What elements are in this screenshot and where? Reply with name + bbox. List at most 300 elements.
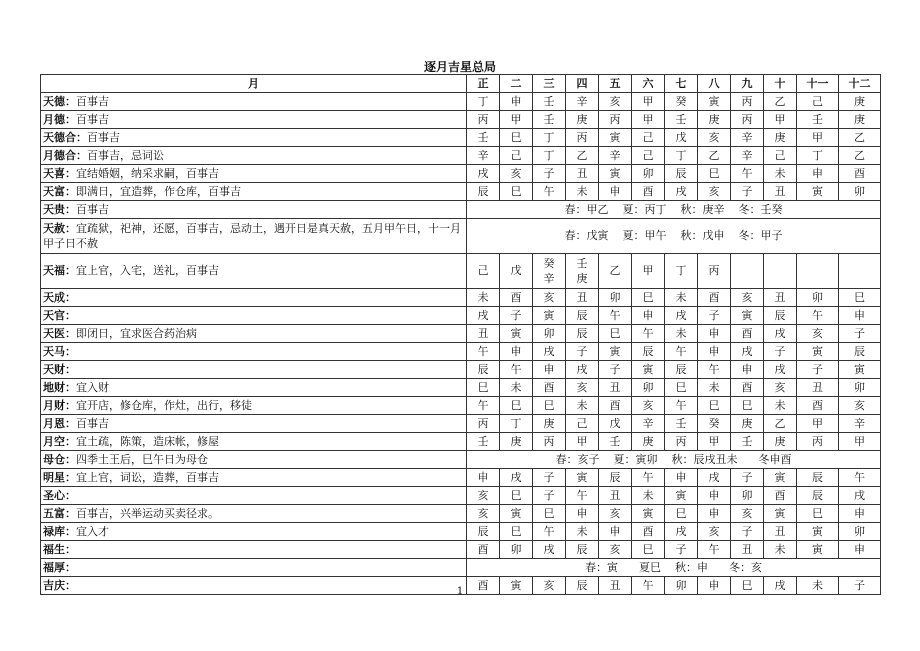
month-cell: 巳 [500, 183, 533, 201]
header-month: 三 [533, 75, 566, 93]
month-cell: 巳 [698, 165, 731, 183]
month-cell: 午 [533, 183, 566, 201]
month-cell: 午 [797, 307, 839, 325]
month-cell: 巳 [632, 289, 665, 307]
table-row [41, 254, 881, 289]
month-cell: 酉 [731, 379, 764, 397]
month-cell: 甲 [500, 111, 533, 129]
month-cell: 未 [566, 397, 599, 415]
month-cell: 丙 [731, 93, 764, 111]
month-cell: 丙 [797, 433, 839, 451]
star-name: 月德： [43, 112, 76, 126]
month-cell: 丙 [566, 129, 599, 147]
month-cell: 申 [698, 577, 731, 595]
header-row [41, 75, 881, 93]
month-cell: 酉 [839, 165, 881, 183]
month-cell: 丑 [764, 523, 797, 541]
month-cell: 辰 [632, 343, 665, 361]
table-row [41, 559, 881, 577]
month-cell: 子 [797, 361, 839, 379]
table-row [41, 451, 881, 469]
star-name-cell [41, 451, 467, 469]
month-cell: 戌 [839, 487, 881, 505]
month-cell: 酉 [764, 487, 797, 505]
star-description: 宜上官，词讼，造葬，百事吉 [76, 470, 219, 484]
star-name-cell [41, 254, 467, 289]
header-month: 十二 [839, 75, 881, 93]
month-cell: 辰 [467, 523, 500, 541]
month-cell: 辰 [797, 469, 839, 487]
month-cell: 甲 [797, 129, 839, 147]
season-cell: 春：寅 夏巳 秋：申 冬：亥 [467, 559, 881, 577]
month-cell: 申 [500, 93, 533, 111]
star-name: 天德合： [43, 130, 87, 144]
month-cell: 子 [566, 343, 599, 361]
month-cell: 亥 [632, 397, 665, 415]
month-cell [797, 254, 839, 289]
header-month: 正 [467, 75, 500, 93]
month-cell: 甲 [632, 254, 665, 289]
month-cell: 乙 [698, 147, 731, 165]
month-cell: 寅 [698, 93, 731, 111]
month-cell: 未 [797, 577, 839, 595]
month-cell: 亥 [467, 505, 500, 523]
month-cell: 寅 [797, 523, 839, 541]
page-number: 1 [456, 586, 464, 597]
month-cell: 寅 [797, 541, 839, 559]
month-cell: 寅 [731, 307, 764, 325]
month-cell: 甲 [632, 111, 665, 129]
star-name: 月恩： [43, 416, 76, 430]
month-cell: 丑 [599, 487, 632, 505]
month-cell: 乙 [566, 147, 599, 165]
month-cell: 戌 [467, 165, 500, 183]
auspicious-stars-table [40, 74, 881, 595]
month-cell: 寅 [764, 469, 797, 487]
month-cell: 丙 [533, 433, 566, 451]
table-row [41, 325, 881, 343]
month-cell: 乙 [839, 129, 881, 147]
star-name: 天马： [43, 344, 76, 358]
star-name-cell [41, 325, 467, 343]
header-month-label: 月 [41, 75, 467, 93]
month-cell: 亥 [698, 183, 731, 201]
month-cell: 甲 [764, 111, 797, 129]
star-name: 地财： [43, 380, 76, 394]
month-cell: 卯 [665, 577, 698, 595]
month-cell: 未 [467, 289, 500, 307]
header-month: 九 [731, 75, 764, 93]
month-cell: 丁 [533, 147, 566, 165]
month-cell: 申 [665, 469, 698, 487]
season-cell: 春：戊寅 夏：甲午 秋：戊申 冬：甲子 [467, 219, 881, 254]
star-description: 宜结婚姻，纳采求嗣，百事吉 [76, 166, 219, 180]
star-name-cell [41, 183, 467, 201]
month-cell: 卯 [500, 541, 533, 559]
month-cell: 申 [698, 487, 731, 505]
month-cell: 卯 [731, 487, 764, 505]
star-name: 天医： [43, 326, 76, 340]
month-cell: 丑 [467, 325, 500, 343]
month-cell: 申 [698, 505, 731, 523]
star-name: 禄库： [43, 524, 76, 538]
month-cell: 辰 [665, 165, 698, 183]
month-cell: 卯 [533, 325, 566, 343]
month-cell: 亥 [698, 129, 731, 147]
month-cell: 酉 [632, 183, 665, 201]
month-cell: 子 [731, 523, 764, 541]
month-cell: 酉 [797, 397, 839, 415]
star-description: 宜开店，修仓库，作灶，出行，移徒 [76, 398, 252, 412]
table-row [41, 219, 881, 254]
month-cell: 辰 [467, 183, 500, 201]
month-cell: 戌 [665, 523, 698, 541]
month-cell: 卯 [599, 289, 632, 307]
month-cell: 甲 [839, 433, 881, 451]
star-name: 福生： [43, 542, 76, 556]
month-cell: 辰 [599, 469, 632, 487]
month-cell: 午 [533, 523, 566, 541]
star-name-cell [41, 415, 467, 433]
month-cell: 甲 [797, 415, 839, 433]
star-name-cell [41, 219, 467, 254]
month-cell: 丑 [731, 541, 764, 559]
header-month: 四 [566, 75, 599, 93]
month-cell: 午 [467, 343, 500, 361]
month-cell: 酉 [500, 289, 533, 307]
star-name: 天富： [43, 184, 76, 198]
month-cell: 子 [731, 469, 764, 487]
month-cell: 丁 [500, 415, 533, 433]
month-cell: 丑 [797, 379, 839, 397]
month-cell: 午 [566, 487, 599, 505]
month-cell: 己 [632, 129, 665, 147]
month-cell: 亥 [500, 165, 533, 183]
header-month: 十 [764, 75, 797, 93]
month-cell: 巳 [467, 379, 500, 397]
table-row [41, 541, 881, 559]
month-cell: 辛 [839, 415, 881, 433]
month-cell: 巳 [665, 379, 698, 397]
star-name-cell [41, 523, 467, 541]
month-cell: 辛 [467, 147, 500, 165]
month-cell: 子 [665, 541, 698, 559]
month-cell: 寅 [599, 129, 632, 147]
star-name: 天成： [43, 290, 76, 304]
star-name: 圣心： [43, 488, 76, 502]
star-name-cell [41, 379, 467, 397]
month-cell: 午 [731, 165, 764, 183]
month-cell: 亥 [467, 487, 500, 505]
star-name: 天德： [43, 94, 76, 108]
star-name-cell [41, 361, 467, 379]
month-cell: 丑 [566, 165, 599, 183]
month-cell: 壬 [599, 433, 632, 451]
star-name: 母仓： [43, 452, 76, 466]
month-cell: 巳 [731, 577, 764, 595]
season-cell: 春：甲乙 夏：丙丁 秋：庚辛 冬：壬癸 [467, 201, 881, 219]
month-cell: 寅 [632, 505, 665, 523]
month-cell: 酉 [698, 289, 731, 307]
star-description: 百事吉 [76, 112, 109, 126]
month-cell: 己 [467, 254, 500, 289]
month-cell: 辰 [566, 541, 599, 559]
month-cell: 戌 [764, 325, 797, 343]
month-cell: 巳 [839, 289, 881, 307]
star-description: 宜疏狱，祀神，还愿，百事吉，忌动土，遇开日是真天赦，五月甲午日，十一月甲子日不赦 [43, 222, 461, 250]
month-cell: 癸 [665, 93, 698, 111]
star-description: 即满日，宜造葬，作仓库，百事吉 [76, 184, 241, 198]
star-description: 宜上官，入宅，送礼，百事吉 [76, 264, 219, 277]
star-name: 天赦： [43, 222, 76, 235]
month-cell: 亥 [599, 93, 632, 111]
month-cell: 午 [599, 307, 632, 325]
table-row [41, 469, 881, 487]
month-cell: 卯 [839, 183, 881, 201]
month-cell: 午 [665, 343, 698, 361]
table-row [41, 343, 881, 361]
star-name-cell [41, 343, 467, 361]
month-cell: 丁 [665, 147, 698, 165]
star-name-cell [41, 165, 467, 183]
star-name: 明星： [43, 470, 76, 484]
month-cell: 巳 [665, 505, 698, 523]
star-description: 百事吉 [76, 202, 109, 216]
month-cell: 巳 [599, 325, 632, 343]
month-cell: 卯 [632, 379, 665, 397]
month-cell: 壬 [731, 433, 764, 451]
star-description: 百事吉 [76, 416, 109, 430]
month-cell: 巳 [500, 129, 533, 147]
month-cell: 辰 [566, 307, 599, 325]
month-cell: 乙 [764, 415, 797, 433]
month-cell: 辰 [797, 487, 839, 505]
month-cell: 寅 [839, 361, 881, 379]
month-cell: 未 [665, 289, 698, 307]
month-cell: 亥 [533, 577, 566, 595]
month-cell: 丑 [599, 379, 632, 397]
month-cell: 未 [500, 379, 533, 397]
month-cell: 巳 [500, 397, 533, 415]
month-cell: 亥 [731, 289, 764, 307]
month-cell: 酉 [533, 379, 566, 397]
star-name: 吉庆： [43, 578, 76, 592]
month-cell: 酉 [599, 397, 632, 415]
month-cell: 申 [731, 361, 764, 379]
month-cell: 未 [665, 325, 698, 343]
month-cell: 寅 [500, 577, 533, 595]
month-cell: 申 [566, 505, 599, 523]
table-row [41, 361, 881, 379]
month-cell: 己 [500, 147, 533, 165]
month-cell: 申 [599, 183, 632, 201]
month-cell [839, 254, 881, 289]
table-row [41, 165, 881, 183]
star-description: 百事吉 [76, 94, 109, 108]
month-cell: 卯 [797, 289, 839, 307]
header-month: 七 [665, 75, 698, 93]
table-row [41, 147, 881, 165]
month-cell: 卯 [839, 523, 881, 541]
month-cell: 己 [764, 147, 797, 165]
month-cell: 己 [566, 415, 599, 433]
month-cell: 乙 [764, 93, 797, 111]
month-cell: 未 [632, 487, 665, 505]
month-cell: 辰 [839, 343, 881, 361]
table-row [41, 523, 881, 541]
month-cell: 申 [698, 325, 731, 343]
month-cell: 壬 [533, 93, 566, 111]
month-cell: 午 [839, 469, 881, 487]
month-cell: 己 [797, 93, 839, 111]
month-cell: 子 [533, 487, 566, 505]
month-cell: 寅 [764, 505, 797, 523]
month-cell: 申 [839, 307, 881, 325]
month-cell: 庚 [764, 433, 797, 451]
month-cell: 戌 [533, 343, 566, 361]
month-cell: 午 [665, 397, 698, 415]
star-description: 即闭日，宜求医合药治病 [76, 326, 197, 340]
month-cell: 甲 [698, 433, 731, 451]
month-cell: 寅 [599, 343, 632, 361]
month-cell: 戌 [665, 307, 698, 325]
month-cell: 卯 [632, 165, 665, 183]
month-cell: 戌 [731, 343, 764, 361]
month-cell: 午 [632, 577, 665, 595]
month-cell: 丙 [599, 111, 632, 129]
month-cell: 子 [599, 361, 632, 379]
table-row [41, 487, 881, 505]
table-row [41, 129, 881, 147]
month-cell: 寅 [797, 343, 839, 361]
month-cell: 午 [467, 397, 500, 415]
star-name-cell [41, 93, 467, 111]
month-cell: 午 [698, 361, 731, 379]
month-cell: 辛 [632, 415, 665, 433]
month-cell: 丑 [599, 577, 632, 595]
month-cell: 丑 [566, 289, 599, 307]
month-cell: 辛 [566, 93, 599, 111]
month-cell: 申 [467, 469, 500, 487]
month-cell: 酉 [467, 577, 500, 595]
star-description: 百事吉 [87, 130, 120, 144]
table-row [41, 289, 881, 307]
month-cell: 丙 [665, 433, 698, 451]
table-row [41, 397, 881, 415]
month-cell: 寅 [533, 307, 566, 325]
season-cell: 春：亥子 夏：寅卯 秋：辰戌丑未 冬申酉 [467, 451, 881, 469]
month-cell: 申 [797, 165, 839, 183]
star-name-cell [41, 147, 467, 165]
month-cell: 申 [533, 361, 566, 379]
star-name: 天喜： [43, 166, 76, 180]
month-cell: 亥 [698, 523, 731, 541]
star-name-cell [41, 129, 467, 147]
page-title: 逐月吉星总局 [423, 60, 496, 74]
month-cell: 戌 [698, 469, 731, 487]
star-name-cell [41, 307, 467, 325]
month-cell: 亥 [731, 505, 764, 523]
month-cell: 戌 [566, 361, 599, 379]
month-cell: 子 [839, 325, 881, 343]
month-cell: 酉 [467, 541, 500, 559]
month-cell: 亥 [599, 541, 632, 559]
month-cell: 寅 [599, 165, 632, 183]
table-row [41, 183, 881, 201]
month-cell: 寅 [500, 505, 533, 523]
month-cell: 寅 [500, 325, 533, 343]
month-cell: 庚 [764, 129, 797, 147]
month-cell: 未 [566, 523, 599, 541]
header-month: 二 [500, 75, 533, 93]
month-cell: 未 [566, 183, 599, 201]
month-cell: 巳 [731, 397, 764, 415]
star-description: 宜入财 [76, 380, 109, 394]
table-row [41, 201, 881, 219]
month-cell: 戌 [467, 307, 500, 325]
month-cell: 庚 [500, 433, 533, 451]
month-cell: 壬 [665, 111, 698, 129]
month-cell: 寅 [797, 183, 839, 201]
month-cell: 己 [632, 147, 665, 165]
month-cell: 未 [764, 165, 797, 183]
month-cell: 壬 [665, 415, 698, 433]
month-cell: 未 [764, 397, 797, 415]
month-cell: 庚 [566, 111, 599, 129]
month-cell: 壬 [533, 111, 566, 129]
month-cell: 子 [698, 307, 731, 325]
month-cell [731, 254, 764, 289]
star-name: 天财： [43, 362, 76, 376]
star-name-cell [41, 201, 467, 219]
header-month: 十一 [797, 75, 839, 93]
month-cell: 丙 [731, 111, 764, 129]
month-cell: 癸 辛 [533, 254, 566, 289]
month-cell: 庚 [698, 111, 731, 129]
month-cell: 巳 [533, 397, 566, 415]
month-cell: 子 [764, 343, 797, 361]
month-cell: 乙 [839, 147, 881, 165]
month-cell: 巳 [533, 505, 566, 523]
month-cell: 子 [500, 307, 533, 325]
star-description: 百事吉，忌词讼 [87, 148, 164, 162]
month-cell: 寅 [665, 487, 698, 505]
month-cell: 甲 [632, 93, 665, 111]
star-name-cell [41, 289, 467, 307]
month-cell: 庚 [731, 415, 764, 433]
month-cell: 子 [731, 183, 764, 201]
month-cell: 申 [632, 307, 665, 325]
month-cell: 亥 [566, 379, 599, 397]
month-cell: 亥 [599, 505, 632, 523]
month-cell: 巳 [797, 505, 839, 523]
month-cell: 辛 [731, 147, 764, 165]
star-name-cell [41, 469, 467, 487]
star-name-cell [41, 487, 467, 505]
month-cell: 壬 [797, 111, 839, 129]
month-cell: 巳 [500, 487, 533, 505]
month-cell: 未 [764, 541, 797, 559]
star-name: 月德合： [43, 148, 87, 162]
month-cell: 午 [632, 469, 665, 487]
month-cell: 子 [839, 577, 881, 595]
star-description: 宜土疏，陈策，造床帐，修屋 [76, 434, 219, 448]
month-cell: 乙 [599, 254, 632, 289]
month-cell: 辰 [665, 361, 698, 379]
month-cell: 午 [632, 325, 665, 343]
month-cell: 巳 [632, 541, 665, 559]
month-cell: 卯 [839, 379, 881, 397]
